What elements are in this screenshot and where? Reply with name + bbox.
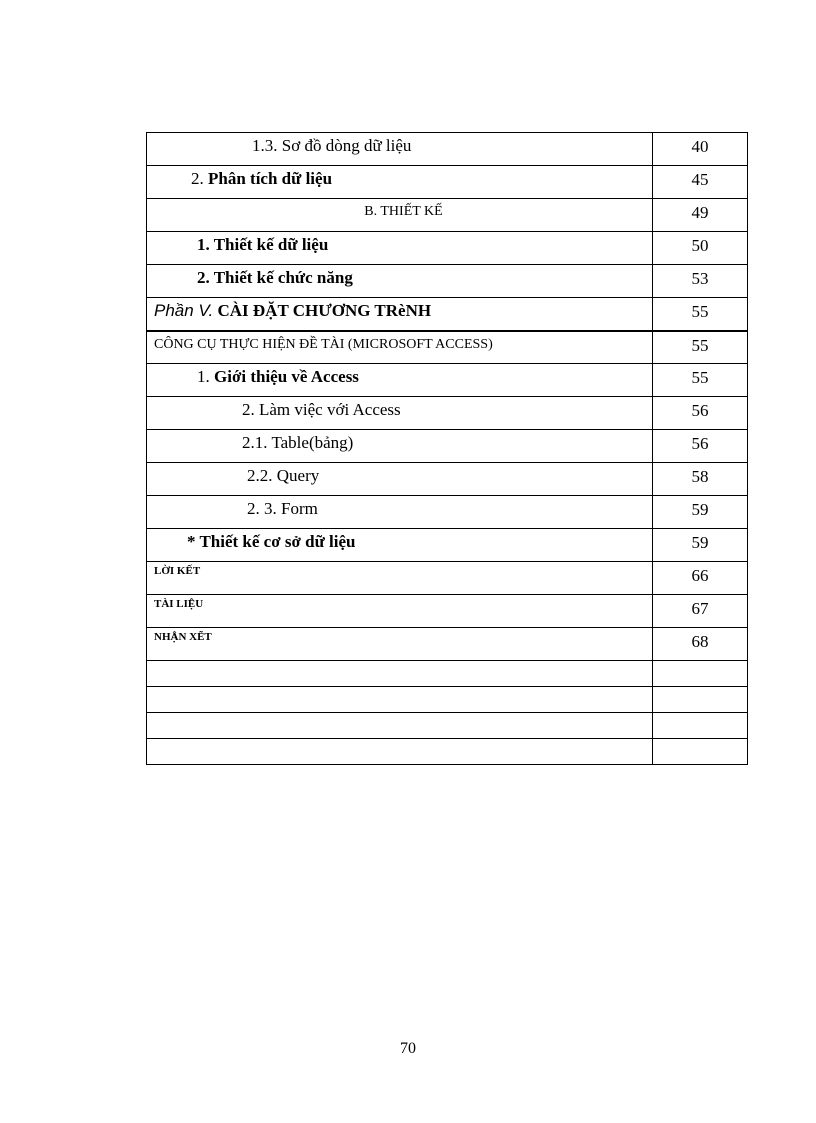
toc-part-heading [147, 298, 653, 331]
table-row [147, 397, 748, 430]
toc-entry-title: LỜI KẾT [147, 562, 653, 595]
table-row [147, 595, 748, 628]
page-number: 70 [400, 1040, 416, 1057]
toc-entry-page: 59 [653, 529, 748, 562]
empty-cell [653, 687, 748, 713]
toc-entry-title: 2. Làm việc với Access [147, 397, 653, 430]
table-row [147, 199, 748, 232]
toc-entry-number: 2. [191, 169, 208, 188]
empty-cell [653, 661, 748, 687]
toc-entry-page: 50 [653, 232, 748, 265]
table-of-contents [146, 132, 748, 765]
toc-entry-title: 1.3. Sơ đồ dòng dữ liệu [147, 133, 653, 166]
table-row [147, 166, 748, 199]
empty-table-row [147, 713, 748, 739]
empty-cell [147, 739, 653, 765]
toc-entry-page: 53 [653, 265, 748, 298]
toc-entry-label: Phân tích dữ liệu [208, 169, 333, 188]
table-row [147, 298, 748, 331]
empty-table-row [147, 661, 748, 687]
table-row [147, 232, 748, 265]
toc-entry-page: 40 [653, 133, 748, 166]
toc-entry-page: 67 [653, 595, 748, 628]
table-row [147, 331, 748, 364]
empty-cell [653, 739, 748, 765]
toc-entry-title: NHẬN XẼT [147, 628, 653, 661]
table-row [147, 430, 748, 463]
toc-entry-page: 55 [653, 364, 748, 397]
toc-part-label: CÀI ĐẶT CHƯƠNG TRèNH [217, 301, 432, 320]
toc-entry-title: 2.2. Query [147, 463, 653, 496]
table-row [147, 562, 748, 595]
table-row [147, 133, 748, 166]
table-row [147, 529, 748, 562]
toc-entry-title: 2. 3. Form [147, 496, 653, 529]
toc-entry-page: 49 [653, 199, 748, 232]
toc-entry-title: * Thiết kế cơ sở dữ liệu [147, 529, 653, 562]
toc-section-heading: B. THIẾT KẾ [147, 199, 653, 232]
toc-entry-page: 66 [653, 562, 748, 595]
toc-part-prefix: Phần V. [154, 301, 214, 320]
toc-entry-title: 1. Thiết kế dữ liệu [147, 232, 653, 265]
toc-entry-page: 56 [653, 430, 748, 463]
empty-cell [147, 661, 653, 687]
toc-entry-title: 2. Thiết kế chức năng [147, 265, 653, 298]
table-row [147, 496, 748, 529]
table-row [147, 628, 748, 661]
toc-entry-title [147, 166, 653, 199]
toc-entry-page: 68 [653, 628, 748, 661]
toc-entry-page: 55 [653, 298, 748, 331]
empty-cell [147, 687, 653, 713]
toc-entry-page: 45 [653, 166, 748, 199]
toc-entry-label: Giới thiệu về Access [214, 367, 359, 386]
toc-entry-page: 55 [653, 331, 748, 364]
toc-entry-title: 2.1. Table(bảng) [147, 430, 653, 463]
toc-entry-page: 56 [653, 397, 748, 430]
toc-entry-title [147, 364, 653, 397]
toc-entry-title: CÔNG CỤ THỰC HIỆN ĐỀ TÀI (MICROSOFT ACCESS) [147, 331, 653, 364]
empty-table-row [147, 739, 748, 765]
toc-entry-page: 58 [653, 463, 748, 496]
table-row [147, 265, 748, 298]
table-row [147, 364, 748, 397]
empty-cell [653, 713, 748, 739]
toc-entry-page: 59 [653, 496, 748, 529]
toc-entry-title: TÀI LIỆU [147, 595, 653, 628]
toc-entry-number: 1. [197, 367, 210, 386]
empty-cell [147, 713, 653, 739]
empty-table-row [147, 687, 748, 713]
table-row [147, 463, 748, 496]
